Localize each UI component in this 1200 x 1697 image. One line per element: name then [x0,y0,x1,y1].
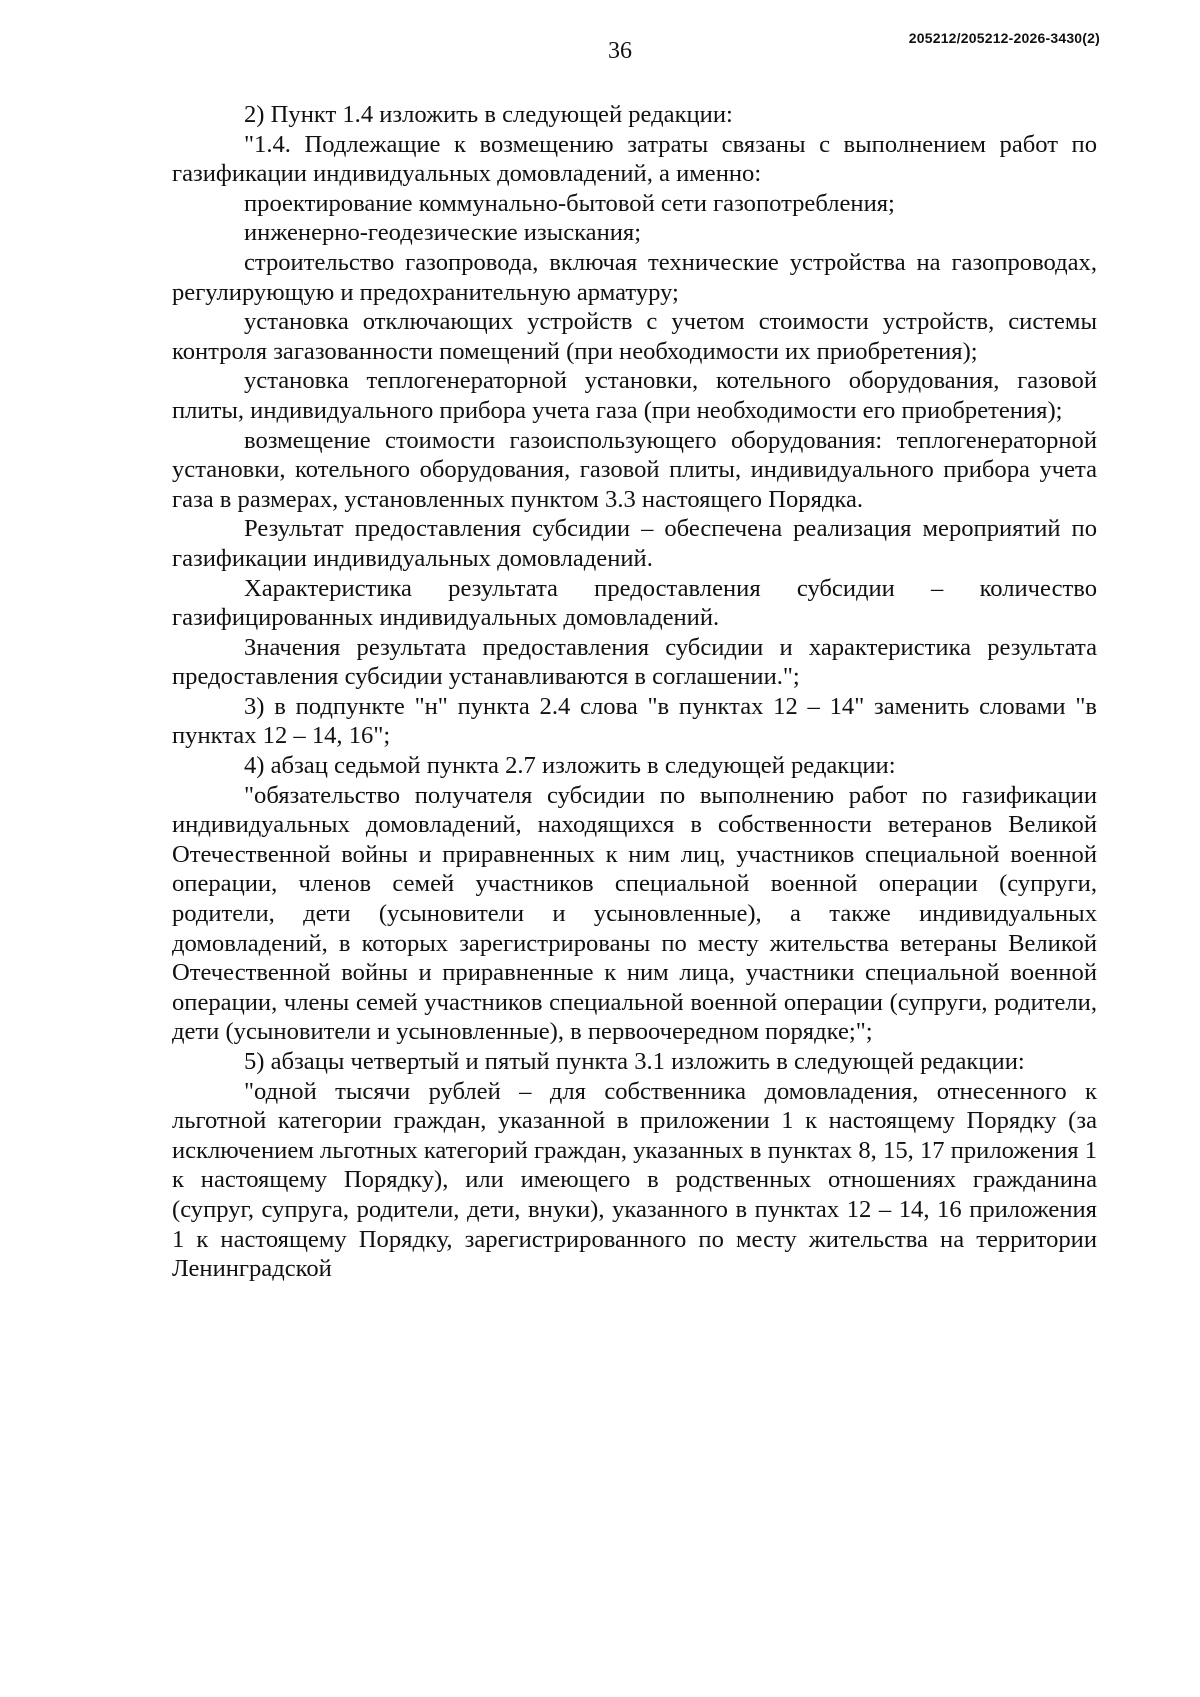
paragraph: инженерно-геодезические изыскания; [244,219,642,247]
paragraph: 2) Пункт 1.4 изложить в следующей редакции: [244,101,733,128]
paragraph: установка теплогенераторной установки, котельного оборудования, газовой плиты, индивидуального прибора учета газа (при необходимости его приобретения); [172,367,1097,424]
paragraph: Результат предоставления субсидии – обеспечена реализация мероприятий по газификации индивидуальных домовладений. [172,515,1097,572]
paragraph: 4) абзац седьмой пункта 2.7 изложить в следующей редакции: [244,752,896,780]
paragraph: "1.4. Подлежащие к возмещению затраты связаны с выполнением работ по газификации индивидуальных домовладений, а именно: [172,130,1097,188]
paragraph: Значения результата предоставления субсидии и характеристика результата предоставления субсидии устанавливаются в соглашении."; [172,633,1097,691]
document-id: 205212/205212-2026-3430(2) [908,30,1100,46]
paragraph: установка отключающих устройств с учетом стоимости устройств, системы контроля загазованности помещений (при необходимости их приобретения); [172,308,1097,365]
page-number: 36 [608,38,632,64]
paragraph: Характеристика результата предоставления субсидии – количество газифицированных индивидуальных домовладений. [172,574,1097,632]
paragraph: 5) абзацы четвертый и пятый пункта 3.1 изложить в следующей редакции: [244,1048,1025,1075]
paragraph: 3) в подпункте "н" пункта 2.4 слова "в пунктах 12 – 14" заменить словами "в пунктах 12 – 14, 16"; [172,692,1097,750]
paragraph: возмещение стоимости газоиспользующего оборудования: теплогенераторной установки, котельного оборудования, газовой плиты, индивидуального прибора учета газа в размерах, установленных пунктом 3.3 настоящего Порядка. [172,426,1097,513]
paragraph: строительство газопровода, включая технические устройства на газопроводах, регулирующую и предохранительную арматуру; [172,248,1097,306]
document-body [172,100,1097,1284]
paragraph: "одной тысячи рублей – для собственника домовладения, отнесенного к льготной категории граждан, указанной в приложении 1 к настоящему Порядку (за исключением льготных категорий граждан, указанных в пунктах 8, 15, 17 приложения 1 к настоящему Порядку), или имеющего в родственных отношениях гражданина (супруг, супруга, родители, дети, внуки), указанного в пунктах 12 – 14, 16 приложения 1 к настоящему Порядку, зарегистрированного по месту жительства на территории Ленинградской [172,1077,1097,1283]
paragraph: "обязательство получателя субсидии по выполнению работ по газификации индивидуальных домовладений, находящихся в собственности ветеранов Великой Отечественной войны и приравненных к ним лиц, участников специальной военной операции, членов семей участников специальной военной операции (супруги, родители, дети (усыновители и усыновленные), а также индивидуальных домовладений, в которых зарегистрированы по месту жительства ветераны Великой Отечественной войны и приравненные к ним лица, участники специальной военной операции, члены семей участников специальной военной операции (супруги, родители, дети (усыновители и усыновленные), в первоочередном порядке;"; [172,781,1097,1046]
paragraph: проектирование коммунально-бытовой сети газопотребления; [244,189,895,217]
